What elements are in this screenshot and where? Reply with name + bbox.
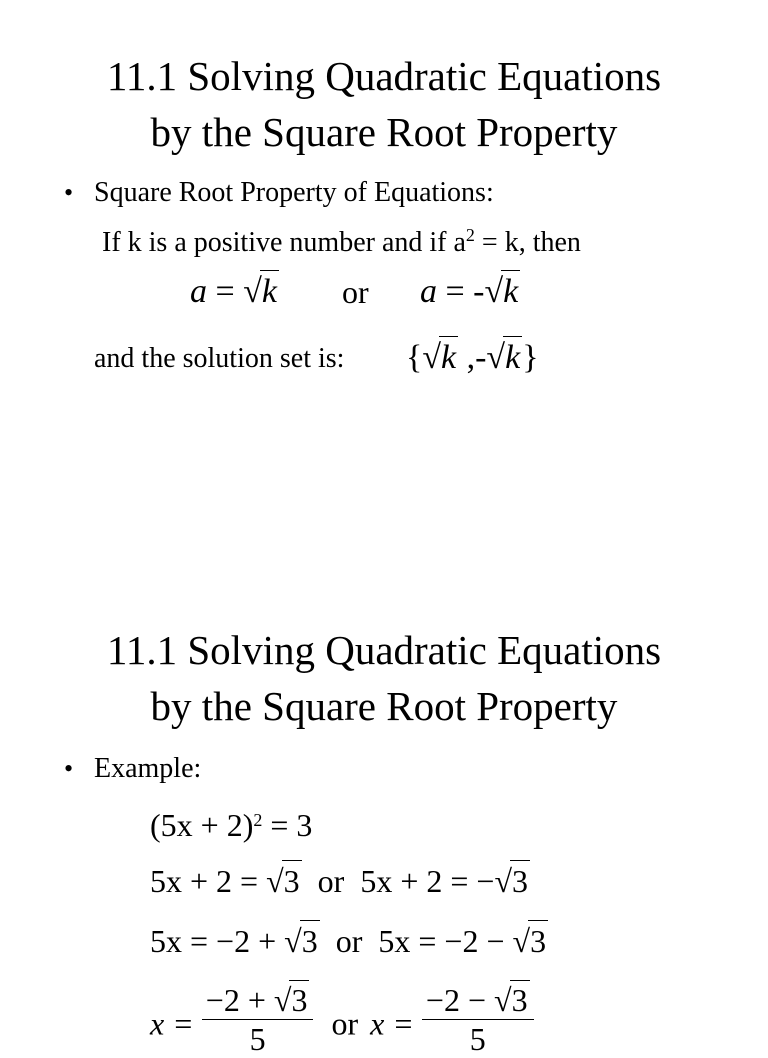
line2-radicand-2: 3 [510, 860, 530, 901]
radicand-k: k [261, 273, 277, 310]
line4-radicand-1: 3 [291, 982, 308, 1018]
condition-text [102, 218, 581, 260]
eq-variable-a-2: a [420, 273, 437, 310]
example-line-1 [150, 800, 312, 845]
line4-num1: −2 + [205, 982, 274, 1018]
line3-radicand-2: 3 [528, 920, 548, 961]
set-sqrt-k [422, 336, 458, 379]
line4-numerator-2 [422, 980, 534, 1019]
solution-set-text: and the solution set is: [94, 343, 345, 374]
line4-sqrt-2 [494, 980, 530, 1019]
slide-2 [0, 590, 768, 1057]
line4-num2: −2 − [425, 982, 494, 1018]
slide-1-title [0, 48, 768, 160]
line4-denominator-2: 5 [422, 1019, 534, 1058]
line3-a: 5x = −2 + [150, 923, 285, 959]
radical-icon: √ [422, 339, 441, 376]
slide-2-title-line-2: by the Square Root Property [150, 683, 618, 729]
line1-lhs: (5x + 2) [150, 807, 254, 843]
example-line-2 [150, 860, 530, 901]
line4-x1: x = [150, 1005, 202, 1042]
line3-or: or [319, 923, 379, 959]
sqrt-k [243, 270, 279, 313]
line2-b: 5x + 2 = − [360, 863, 495, 899]
set-sqrt-k-2 [486, 336, 522, 379]
set-open-brace: { [406, 339, 423, 376]
example-line-3 [150, 920, 548, 961]
line2-radicand-1: 3 [282, 860, 302, 901]
condition-pre: If k is a positive number and if a [102, 227, 466, 258]
condition-post: = k, then [474, 227, 581, 258]
radical-icon: √ [512, 923, 531, 959]
set-radicand-2: k [505, 339, 521, 376]
radicand-k-2: k [503, 273, 519, 310]
bullet-text-property: Square Root Property of Equations: [94, 177, 494, 208]
eq-variable-a: a [190, 273, 207, 310]
solution-set [406, 336, 539, 379]
line4-sqrt-1 [274, 980, 310, 1019]
line4-denominator-1: 5 [202, 1019, 314, 1058]
line4-fraction-1 [202, 980, 314, 1058]
equation-positive-root [190, 270, 279, 313]
line2-a: 5x + 2 = [150, 863, 267, 899]
line3-radicand-1: 3 [300, 920, 320, 961]
set-close-brace: } [522, 339, 539, 376]
radical-icon: √ [486, 339, 506, 376]
line4-fraction-2 [422, 980, 534, 1058]
example-line-4 [150, 980, 534, 1058]
sqrt-k-2 [485, 270, 521, 313]
line2-or: or [301, 863, 361, 899]
radical-icon: √ [484, 273, 504, 310]
bullet-icon: • [64, 178, 74, 207]
slide-1-title-line-1: 11.1 Solving Quadratic Equations [106, 53, 662, 99]
line1-exponent: 2 [253, 810, 263, 830]
line2-sqrt-1 [266, 860, 302, 901]
bullet-icon: • [64, 754, 74, 783]
line4-radicand-2: 3 [511, 982, 528, 1018]
line3-sqrt-2 [513, 920, 549, 961]
radical-icon: √ [284, 923, 302, 959]
bullet-text-example: Example: [94, 753, 202, 784]
slide-2-title [0, 622, 768, 734]
line4-numerator-1 [202, 980, 314, 1019]
radical-icon: √ [494, 863, 513, 899]
line4-or: or [331, 1005, 359, 1042]
line3-sqrt-1 [284, 920, 320, 961]
set-separator: ,- [458, 339, 487, 376]
radical-icon: √ [494, 982, 512, 1018]
line2-sqrt-2 [494, 860, 530, 901]
radical-icon: √ [266, 863, 284, 899]
set-radicand-1: k [441, 339, 457, 376]
line1-rhs: = 3 [262, 807, 313, 843]
eq-equals-neg: = - [437, 273, 485, 310]
line4-x2: x = [370, 1005, 422, 1042]
radical-icon: √ [273, 982, 292, 1018]
radical-icon: √ [243, 273, 262, 310]
condition-exponent: 2 [465, 225, 475, 245]
slide-2-title-line-1: 11.1 Solving Quadratic Equations [106, 627, 662, 673]
line3-b: 5x = −2 − [378, 923, 513, 959]
slide-1-title-line-2: by the Square Root Property [150, 109, 618, 155]
or-word-1: or [342, 274, 369, 310]
equation-negative-root [420, 270, 520, 313]
eq-equals: = [207, 273, 244, 310]
